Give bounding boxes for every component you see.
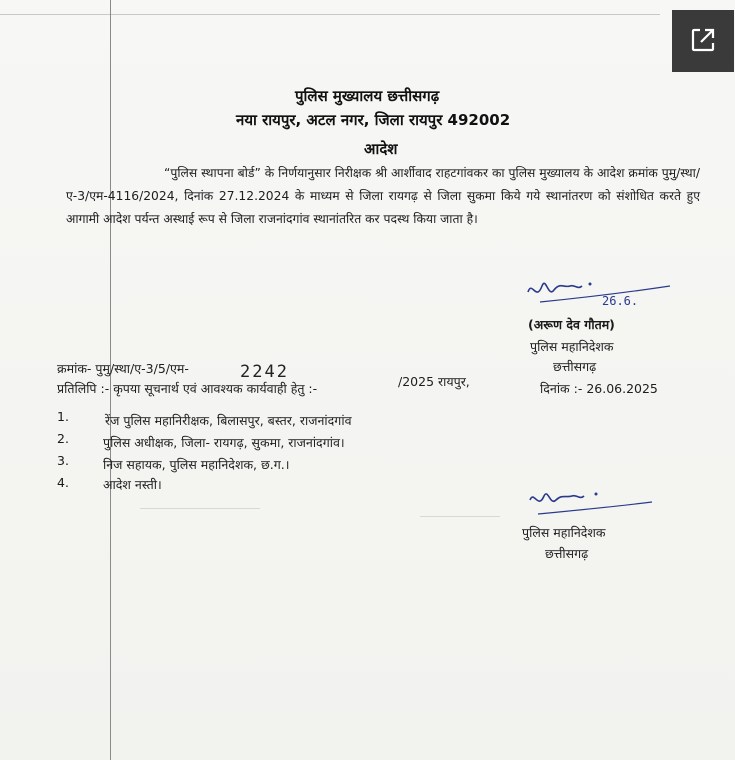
signature-2-state: छत्तीसगढ़ xyxy=(545,546,589,561)
signatory-designation: पुलिस महानिदेशक xyxy=(530,339,614,354)
scan-top-edge xyxy=(0,14,660,15)
signature-1-mark xyxy=(520,272,680,320)
open-in-new-icon xyxy=(689,26,717,57)
scan-artifact xyxy=(140,508,260,509)
signatory-name: (अरूण देव गौतम) xyxy=(528,317,615,332)
ref-year-place: /2025 रायपुर, xyxy=(398,374,470,389)
list-item: आदेश नस्ती। xyxy=(103,477,162,492)
list-item-number: 4. xyxy=(57,475,69,490)
list-item-number: 3. xyxy=(57,453,69,468)
signature-1-date: 26.6. xyxy=(602,294,639,308)
list-item-number: 2. xyxy=(57,431,69,446)
header-address: नया रायपुर, अटल नगर, जिला रायपुर 492002 xyxy=(236,111,511,129)
scan-artifact xyxy=(420,516,500,517)
copy-label: प्रतिलिपि :- कृपया सूचनार्थ एवं आवश्यक कार्यवाही हेतु :- xyxy=(57,381,318,396)
order-body xyxy=(66,162,700,231)
list-item: रेंज पुलिस महानिरीक्षक, बिलासपुर, बस्तर, राजनांदगांव xyxy=(105,413,352,428)
signatory-state: छत्तीसगढ़ xyxy=(553,359,597,374)
ref-number-value: 2242 xyxy=(240,362,289,382)
order-body-text: “पुलिस स्थापना बोर्ड” के निर्णयानुसार निरीक्षक श्री आर्शीवाद राहटगांवकर का पुलिस मुख्यालय के आदेश क्रमांक पुमु/स्था/ए-3/एम-4116/2024, दिनांक 27.12.2024 के माध्यम से जिला रायगढ़ से जिला सुकमा किये गये स्थानांतरण को संशोधित करते हुए आगामी आदेश पर्यन्त अस्थाई रूप से जिला राजनांदगांव स्थानांतरित कर पदस्थ किया जाता है। xyxy=(66,166,700,226)
list-item: पुलिस अधीक्षक, जिला- रायगढ़, सुकमा, राजनांदगांव। xyxy=(103,435,345,450)
open-in-new-button[interactable] xyxy=(672,10,734,72)
signature-2-mark xyxy=(520,484,670,524)
ref-number-label: क्रमांक- पुमु/स्था/ए-3/5/एम- xyxy=(57,361,189,376)
order-title: आदेश xyxy=(364,140,398,158)
list-item-number: 1. xyxy=(57,409,69,424)
header-office: पुलिस मुख्यालय छत्तीसगढ़ xyxy=(295,87,440,105)
signature-2-designation: पुलिस महानिदेशक xyxy=(522,525,606,540)
list-item: निज सहायक, पुलिस महानिदेशक, छ.ग.। xyxy=(103,457,290,472)
ref-date: दिनांक :- 26.06.2025 xyxy=(540,381,658,396)
